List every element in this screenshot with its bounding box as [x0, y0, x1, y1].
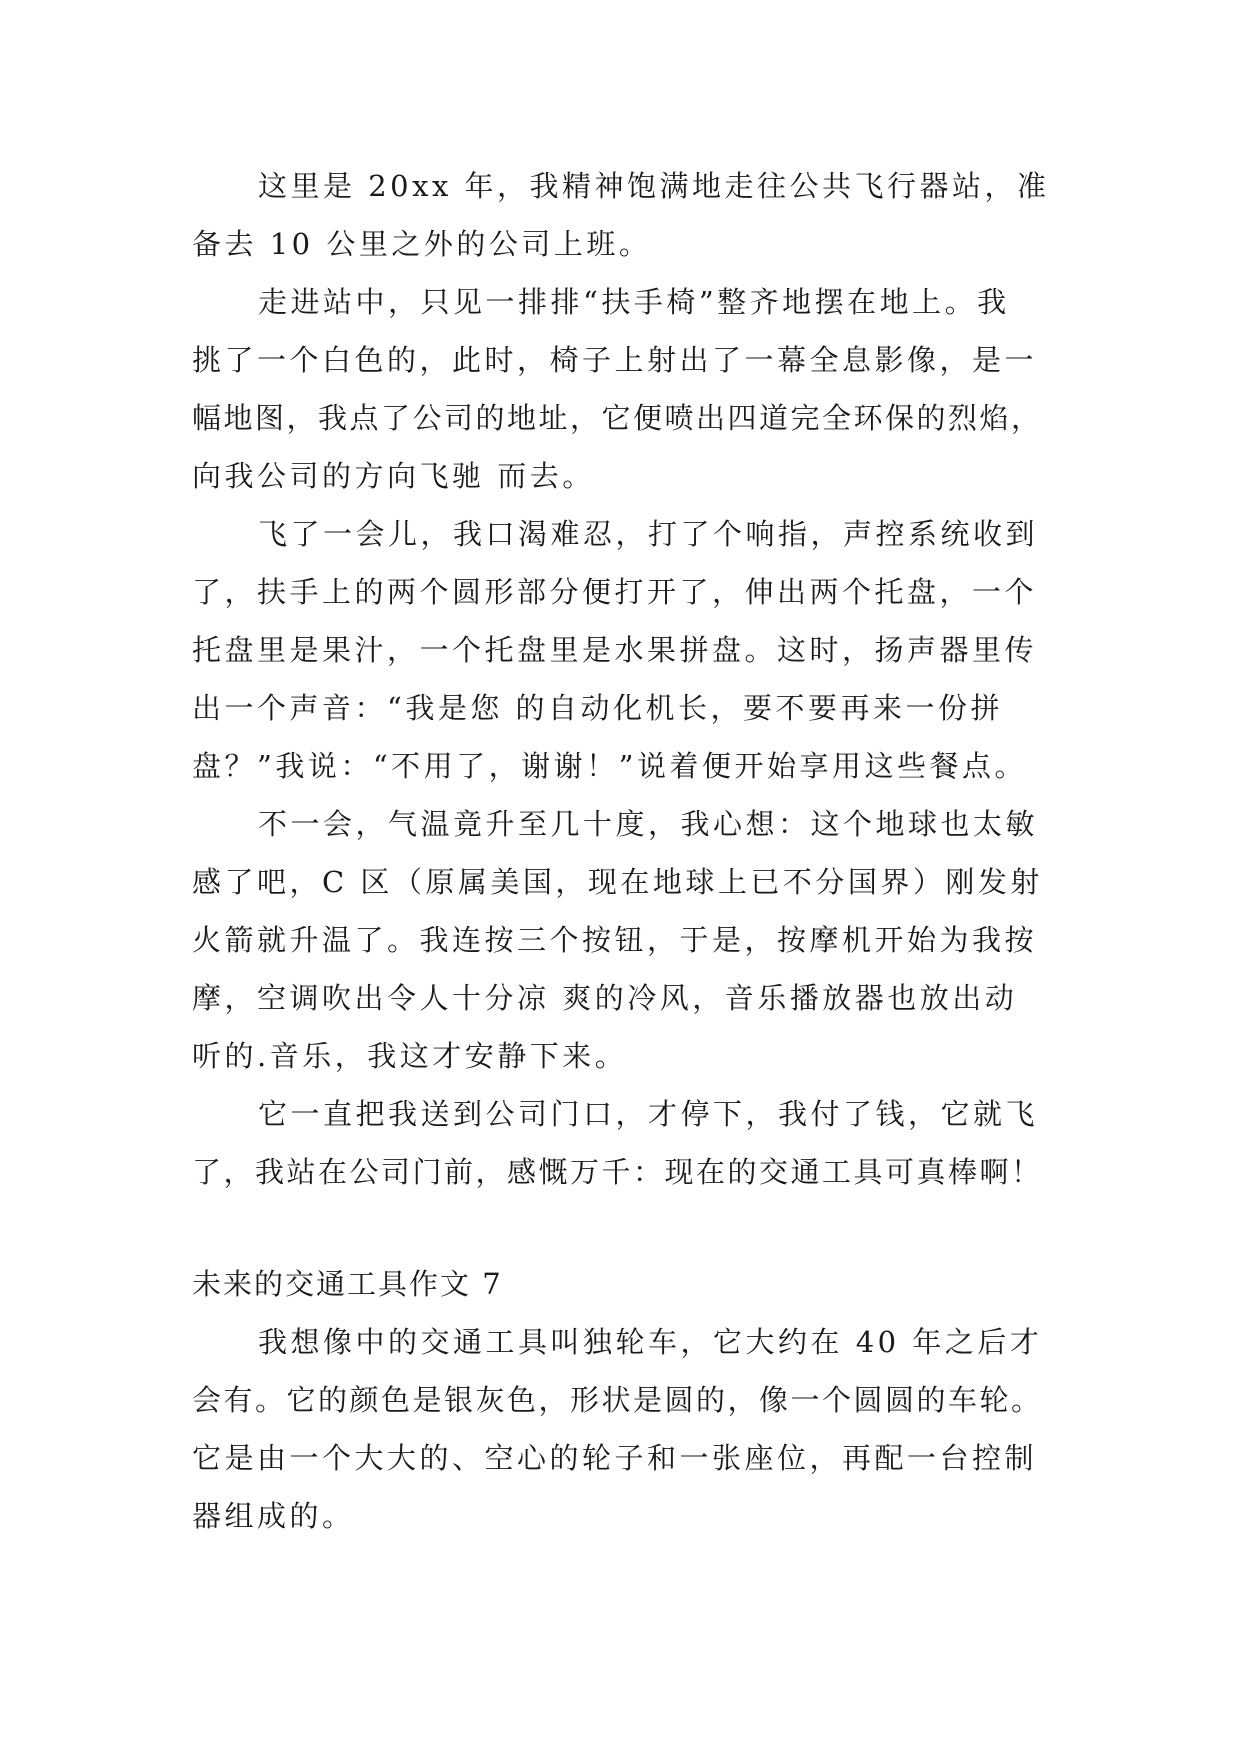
text-line: 备去 10 公里之外的公司上班。	[192, 227, 652, 261]
text-line: 走进站中，只见一排排“扶手椅”整齐地摆在地上。我	[258, 285, 1010, 319]
section-heading: 未来的交通工具作文 7	[192, 1267, 503, 1301]
text-line: 挑了一个白色的，此时，椅子上射出了一幕全息影像，是一	[192, 343, 1038, 377]
text-line: 听的.音乐，我这才安静下来。	[192, 1039, 628, 1073]
text-line: 这里是 20xx 年，我精神饱满地走往公共飞行器站，准	[258, 169, 1050, 203]
text-line: 了，扶手上的两个圆形部分便打开了，伸出两个托盘，一个	[192, 575, 1038, 609]
text-line: 它是由一个大大的、空心的轮子和一张座位，再配一台控制	[192, 1441, 1038, 1475]
text-line: 幅地图，我点了公司的地址，它便喷出四道完全环保的烈焰，	[192, 401, 1043, 435]
text-line: 摩，空调吹出令人十分凉 爽的冷风，音乐播放器也放出动	[192, 981, 1018, 1015]
text-line: 向我公司的方向飞驰 而去。	[192, 459, 595, 493]
text-line: 会有。它的颜色是银灰色，形状是圆的，像一个圆圆的车轮。	[192, 1383, 1043, 1417]
text-line: 托盘里是果汁，一个托盘里是水果拼盘。这时，扬声器里传	[192, 633, 1038, 667]
text-line: 器组成的。	[192, 1499, 355, 1533]
text-line: 它一直把我送到公司门口，才停下，我付了钱，它就飞	[258, 1097, 1039, 1131]
text-line: 不一会，气温竟升至几十度，我心想：这个地球也太敏	[258, 807, 1039, 841]
text-line: 火箭就升温了。我连按三个按钮，于是，按摩机开始为我按	[192, 923, 1038, 957]
text-line: 飞了一会儿，我口渴难忍，打了个响指，声控系统收到	[258, 517, 1039, 551]
text-line: 感了吧，C 区（原属美国，现在地球上已不分国界）刚发射	[192, 865, 1043, 899]
text-line: 我想像中的交通工具叫独轮车，它大约在 40 年之后才	[258, 1325, 1043, 1359]
text-line: 出一个声音：“我是您 的自动化机长，要不要再来一份拼	[192, 691, 1004, 725]
text-line: 盘？”我说：“不用了，谢谢！”说着便开始享用这些餐点。	[192, 749, 1027, 783]
text-line: 了，我站在公司门前，感慨万千：现在的交通工具可真棒啊！	[192, 1155, 1043, 1189]
